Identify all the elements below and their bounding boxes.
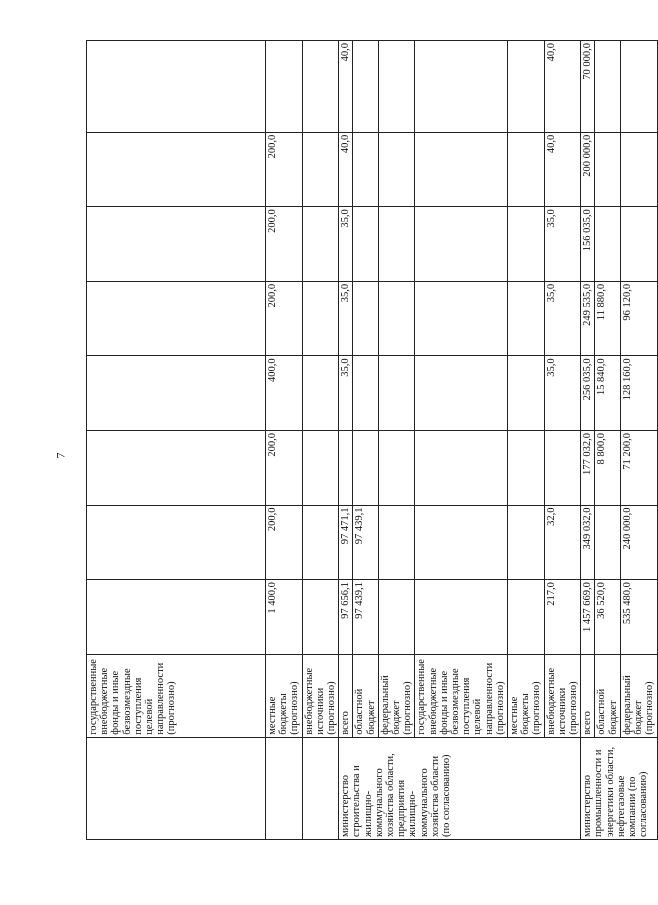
budget-table [86, 40, 658, 840]
organization-cell: министерство промышленности и энергетики области, нефтегазовые компании (по согласованию) [581, 737, 657, 839]
table-row [508, 41, 545, 840]
organization-cell: министерство строительства и жилищно-коммунального хозяйства области, предприятия жилищно-коммунального хозяйства области (по согласованию) [339, 737, 581, 839]
value-cell [87, 207, 266, 282]
value-cell [508, 132, 545, 207]
value-cell [620, 41, 657, 133]
value-cell: 97 471,1 [339, 505, 353, 580]
value-cell [87, 281, 266, 356]
funding-source-cell: государственные внебюджетные фонды и иные безвозмездные поступления целевой направленности (прогнозно) [87, 654, 266, 737]
value-cell: 35,0 [339, 207, 353, 282]
value-cell: 97 439,1 [353, 580, 378, 655]
funding-source-cell: местные бюджеты (прогнозно) [508, 654, 545, 737]
table-row [415, 41, 508, 840]
value-cell [415, 281, 508, 356]
value-cell [508, 356, 545, 431]
funding-source-cell: внебюджетные источники (прогнозно) [544, 654, 581, 737]
value-cell [87, 505, 266, 580]
value-cell: 200 000,0 [581, 132, 595, 207]
value-cell: 40,0 [339, 41, 353, 133]
page-number: 7 [53, 452, 68, 459]
value-cell: 97 439,1 [353, 505, 378, 580]
value-cell [378, 356, 415, 431]
value-cell [302, 281, 339, 356]
value-cell: 35,0 [544, 356, 581, 431]
value-cell: 40,0 [339, 132, 353, 207]
value-cell [595, 505, 620, 580]
value-cell [87, 430, 266, 505]
value-cell: 40,0 [544, 41, 581, 133]
value-cell: 8 800,0 [595, 430, 620, 505]
funding-source-cell: федеральный бюджет (прогнозно) [378, 654, 415, 737]
value-cell [415, 41, 508, 133]
budget-table-wrapper [86, 40, 656, 840]
value-cell [415, 580, 508, 655]
value-cell: 200,0 [266, 505, 303, 580]
funding-source-cell: областной бюджет [353, 654, 378, 737]
value-cell: 1 400,0 [266, 580, 303, 655]
value-cell [620, 132, 657, 207]
value-cell [544, 430, 581, 505]
value-cell [87, 132, 266, 207]
value-cell: 40,0 [544, 132, 581, 207]
value-cell [353, 132, 378, 207]
value-cell [508, 505, 545, 580]
value-cell [339, 430, 353, 505]
value-cell [595, 207, 620, 282]
organization-cell [266, 737, 303, 839]
value-cell: 15 840,0 [595, 356, 620, 431]
funding-source-cell: всего [339, 654, 353, 737]
value-cell [302, 580, 339, 655]
value-cell: 32,0 [544, 505, 581, 580]
value-cell: 35,0 [339, 356, 353, 431]
value-cell: 11 880,0 [595, 281, 620, 356]
value-cell: 156 035,0 [581, 207, 595, 282]
value-cell: 96 120,0 [620, 281, 657, 356]
funding-source-cell: всего [581, 654, 595, 737]
value-cell: 1 457 669,0 [581, 580, 595, 655]
value-cell [508, 580, 545, 655]
value-cell [302, 207, 339, 282]
organization-cell [87, 737, 266, 839]
value-cell [378, 41, 415, 133]
value-cell: 349 032,0 [581, 505, 595, 580]
value-cell [378, 580, 415, 655]
organization-cell [302, 737, 339, 839]
value-cell: 128 160,0 [620, 356, 657, 431]
value-cell [378, 430, 415, 505]
table-row [378, 41, 415, 840]
value-cell: 240 000,0 [620, 505, 657, 580]
value-cell [353, 41, 378, 133]
value-cell: 535 480,0 [620, 580, 657, 655]
funding-source-cell: федеральный бюджет (прогнозно) [620, 654, 657, 737]
table-row [595, 41, 620, 840]
table-row [87, 41, 266, 840]
value-cell: 70 000,0 [581, 41, 595, 133]
value-cell [302, 132, 339, 207]
value-cell [620, 207, 657, 282]
value-cell [302, 430, 339, 505]
value-cell [595, 41, 620, 133]
value-cell: 200,0 [266, 132, 303, 207]
table-row [302, 41, 339, 840]
value-cell [266, 41, 303, 133]
value-cell: 200,0 [266, 430, 303, 505]
value-cell [87, 41, 266, 133]
value-cell: 256 035,0 [581, 356, 595, 431]
value-cell [302, 505, 339, 580]
value-cell: 200,0 [266, 281, 303, 356]
value-cell: 35,0 [544, 207, 581, 282]
value-cell [415, 430, 508, 505]
value-cell [415, 505, 508, 580]
value-cell [508, 41, 545, 133]
value-cell: 249 535,0 [581, 281, 595, 356]
value-cell: 36 520,0 [595, 580, 620, 655]
value-cell [378, 132, 415, 207]
value-cell [302, 41, 339, 133]
value-cell [508, 430, 545, 505]
value-cell [87, 580, 266, 655]
value-cell [353, 207, 378, 282]
value-cell [508, 207, 545, 282]
funding-source-cell: местные бюджеты (прогнозно) [266, 654, 303, 737]
value-cell [415, 132, 508, 207]
table-row [581, 41, 595, 840]
value-cell: 35,0 [544, 281, 581, 356]
value-cell [353, 356, 378, 431]
table-row [620, 41, 657, 840]
value-cell: 71 200,0 [620, 430, 657, 505]
table-row [339, 41, 353, 840]
value-cell: 97 656,1 [339, 580, 353, 655]
value-cell [378, 207, 415, 282]
value-cell [415, 207, 508, 282]
value-cell [378, 505, 415, 580]
value-cell [508, 281, 545, 356]
value-cell [353, 430, 378, 505]
value-cell: 177 032,0 [581, 430, 595, 505]
funding-source-cell: государственные внебюджетные фонды и иные безвозмездные поступления целевой направленности (прогнозно) [415, 654, 508, 737]
funding-source-cell: областной бюджет [595, 654, 620, 737]
value-cell [595, 132, 620, 207]
value-cell [415, 356, 508, 431]
value-cell [378, 281, 415, 356]
table-row [544, 41, 581, 840]
value-cell: 200,0 [266, 207, 303, 282]
value-cell [353, 281, 378, 356]
table-row [353, 41, 378, 840]
value-cell: 400,0 [266, 356, 303, 431]
funding-source-cell: внебюджетные источники (прогнозно) [302, 654, 339, 737]
value-cell [87, 356, 266, 431]
value-cell: 217,0 [544, 580, 581, 655]
value-cell [302, 356, 339, 431]
table-row [266, 41, 303, 840]
value-cell: 35,0 [339, 281, 353, 356]
